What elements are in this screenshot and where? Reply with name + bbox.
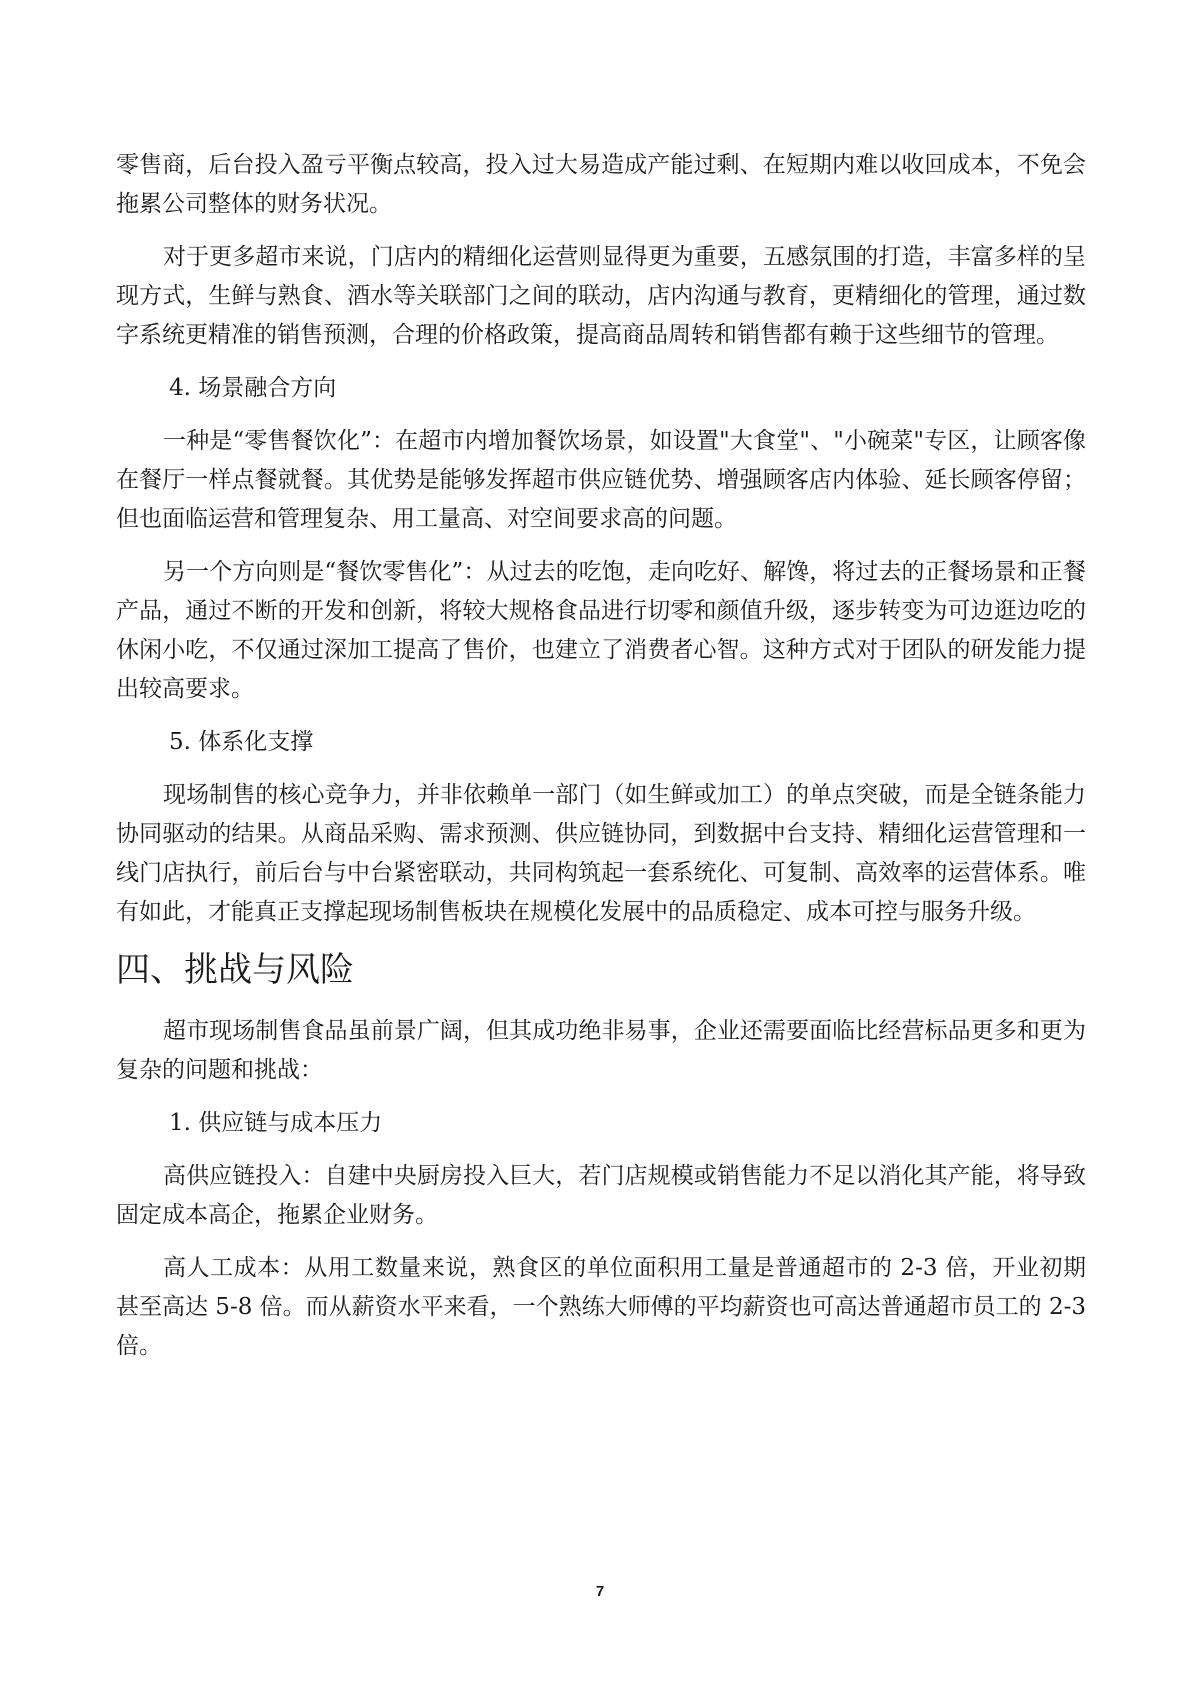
paragraph-challenges-intro: 超市现场制售食品虽前景广阔，但其成功绝非易事，企业还需要面临比经营标品更多和更为复杂的问题和挑战： (116, 1018, 1086, 1083)
paragraph-core-competitiveness: 现场制售的核心竞争力，并非依赖单一部门（如生鲜或加工）的单点突破，而是全链条能力协同驱动的结果。从商品采购、需求预测、供应链协同，到数据中台支持、精细化运营管理和一线门店执行，前后台与中台紧密联动，共同构筑起一套系统化、可复制、高效率的运营体系。唯有如此，才能真正支撑起现场制售板块在规模化发展中的品质稳定、成本可控与服务升级。 (116, 782, 1086, 925)
page-content (116, 146, 1086, 1380)
subheading-supply-chain-cost: 1. 供应链与成本压力 (169, 1110, 383, 1136)
page-number: 7 (595, 1583, 605, 1600)
paragraph-supply-chain-investment: 高供应链投入：自建中央厨房投入巨大，若门店规模或销售能力不足以消化其产能，将导致固定成本高企，拖累企业财务。 (116, 1163, 1086, 1228)
paragraph-continuation: 零售商，后台投入盈亏平衡点较高，投入过大易造成产能过剩、在短期内难以收回成本，不免会拖累公司整体的财务状况。 (116, 152, 1086, 217)
subheading-system-support: 5. 体系化支撑 (169, 729, 314, 755)
paragraph-labor-cost: 高人工成本：从用工数量来说，熟食区的单位面积用工量是普通超市的 2-3 倍，开业初期甚至高达 5-8 倍。而从薪资水平来看，一个熟练大师傅的平均薪资也可高达普通超市员工的 2-3 倍。 (116, 1255, 1087, 1359)
subheading-scene-fusion: 4. 场景融合方向 (169, 375, 337, 401)
paragraph-store-operations: 对于更多超市来说，门店内的精细化运营则显得更为重要，五感氛围的打造，丰富多样的呈现方式，生鲜与熟食、酒水等关联部门之间的联动，店内沟通与教育，更精细化的管理，通过数字系统更精准的销售预测，合理的价格政策，提高商品周转和销售都有赖于这些细节的管理。 (116, 244, 1086, 348)
section-title-challenges: 四、挑战与风险 (116, 950, 354, 990)
paragraph-catering-retail: 另一个方向则是“餐饮零售化”：从过去的吃饱，走向吃好、解馋，将过去的正餐场景和正餐产品，通过不断的开发和创新，将较大规格食品进行切零和颜值升级，逐步转变为可边逛边吃的休闲小吃，不仅通过深加工提高了售价，也建立了消费者心智。这种方式对于团队的研发能力提出较高要求。 (116, 559, 1086, 702)
paragraph-retail-catering: 一种是“零售餐饮化”：在超市内增加餐饮场景，如设置"大食堂"、"小碗菜"专区，让顾客像在餐厅一样点餐就餐。其优势是能够发挥超市供应链优势、增强顾客店内体验、延长顾客停留；但也面临运营和管理复杂、用工量高、对空间要求高的问题。 (116, 428, 1086, 532)
